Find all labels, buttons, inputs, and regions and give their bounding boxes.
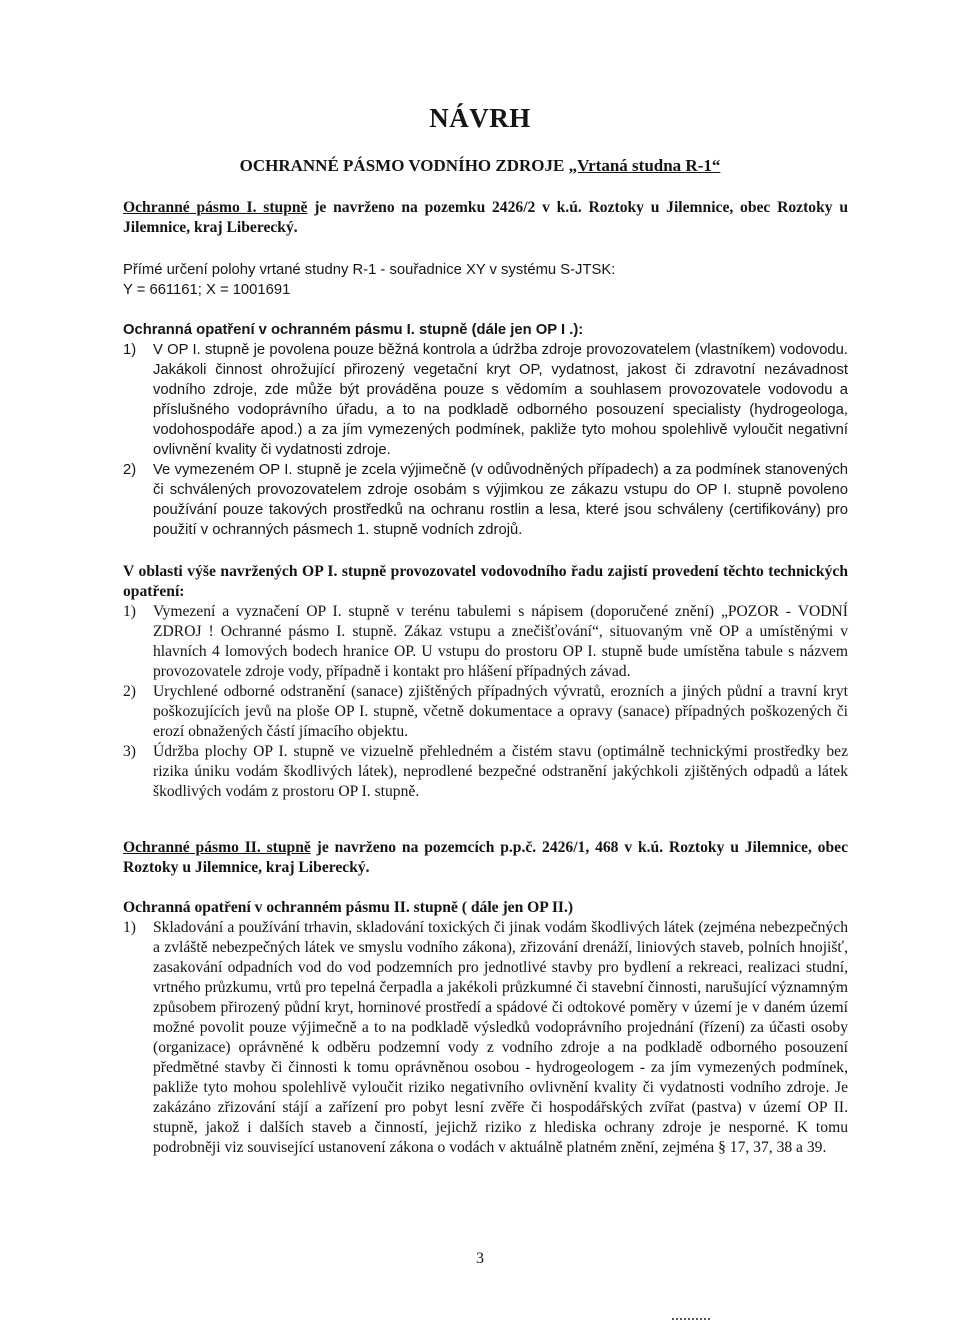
list-item <box>123 918 848 1158</box>
scan-artifact <box>672 1318 712 1320</box>
op1-measures-section <box>123 320 848 540</box>
list-item-number: 1) <box>123 919 136 936</box>
op1-measures-heading: Ochranná opatření v ochranném pásmu I. stupně (dále jen OP I .): <box>123 322 584 338</box>
op2-intro-paragraph <box>123 838 848 878</box>
page-number: 3 <box>476 1250 484 1267</box>
list-item-text: Ve vymezeném OP I. stupně je zcela výjimečně (v odůvodněných případech) a za podmínek stanovených či schválených provozovatelem zdroje osobám s výjimkou ze zákazu vstupu do OP I. stupně povoleno používání pouze takových prostředků na ochranu rostlin a lesa, které jsou schváleny (certifikovány) pro použití v ochranných pásmech 1. stupně vodních zdrojů. <box>153 462 848 538</box>
list-item-text: V OP I. stupně je povolena pouze běžná kontrola a údržba zdroje provozovatelem (vlastníkem) vodovodu. Jakákoli činnost ohrožující přirozený vegetační kryt OP, vydatnost, jakost či zdravotní nezávadnost vodního zdroje, zde může být prováděna pouze s vědomím a souhlasem provozovatele vodovodu a příslušného vodoprávního úřadu, a to na podkladě odborného posouzení specialisty (hydrogeologa, vodohospodáře apod.) a za jím vymezených podmínek, pakliže tyto mohou spolehlivě vyloučit negativní ovlivnění kvality či vydatnosti zdroje. <box>153 342 848 458</box>
op1-intro-text: je navrženo na pozemku 2426/2 v k.ú. Roztoky u Jilemnice, obec Roztoky u Jilemnice, kraj Liberecký. <box>123 199 848 236</box>
op2-measures-section <box>123 898 848 1158</box>
list-item-number: 1) <box>123 603 136 620</box>
coordinates-block <box>123 260 848 300</box>
op2-measures-heading: Ochranná opatření v ochranném pásmu II. stupně ( dále jen OP II.) <box>123 899 574 916</box>
op1-label: Ochranné pásmo I. stupně <box>123 199 308 216</box>
document-subtitle <box>0 156 960 176</box>
op2-label: Ochranné pásmo II. stupně <box>123 839 311 856</box>
list-item <box>123 742 848 802</box>
coordinates-line-1: Přímé určení polohy vrtané studny R-1 - souřadnice XY v systému S-JTSK: <box>123 262 616 278</box>
technical-measures-list <box>123 602 848 802</box>
list-item-text: Údržba plochy OP I. stupně ve vizuelně přehledném a čistém stavu (optimálně technickými prostředky bez rizika úniku vodám škodlivých látek), neprodlené bezpečné odstranění jakýchkoli zjištěných odpadů a látek škodlivých vodám z prostoru OP I. stupně. <box>153 743 848 800</box>
technical-measures-heading: V oblasti výše navržených OP I. stupně provozovatel vodovodního řadu zajistí provedení těchto technických opatření: <box>123 563 848 600</box>
list-item <box>123 602 848 682</box>
list-item <box>123 460 848 540</box>
list-item-text: Urychlené odborné odstranění (sanace) zjištěných případných vývratů, erozních a jiných půdní a travní kryt poškozujících jevů na ploše OP I. stupně, včetně dokumentace a opravy (sanace) případných poškozených či erozí obnažených částí jímacího objektu. <box>153 683 848 740</box>
list-item-number: 1) <box>123 342 137 358</box>
subtitle-source-name: „Vrtaná studna R-1“ <box>568 156 721 175</box>
document-title: NÁVRH <box>429 103 531 133</box>
list-item-text: Vymezení a vyznačení OP I. stupně v terénu tabulemi s nápisem (doporučené znění) „POZOR - VODNÍ ZDROJ ! Ochranné pásmo I. stupně. Zákaz vstupu a znečišťování“, situovaným vně OP a umístěnými v hlavních 4 lomových bodech hranice OP. U vstupu do prostoru OP I. stupně bude umístěna tabule s názvem provozovatele zdroje vody, případně i kontakt pro hlášení případných závad. <box>153 603 848 680</box>
list-item-number: 2) <box>123 683 136 700</box>
op2-measures-list <box>123 918 848 1158</box>
list-item-number: 2) <box>123 462 137 478</box>
list-item-text: Skladování a používání trhavin, skladování toxických či jinak vodám škodlivých látek (zejména nebezpečných a zvláště nebezpečných látek ve smyslu vodního zákona), zřizování drenáží, liniových staveb, polních hnojišť, zasakování odpadních vod do vod podzemních pro jednotlivé stavby pro bydlení a rekreaci, realizaci studní, vrtného průzkumu, vrtů pro tepelná čerpadla a jakékoli průzkumné či stavební činnosti, narušující významným způsobem přirozený půdní kryt, horninové prostředí a spádové či odtokové poměry v území je v daném území možné povolit pouze výjimečně a to na podkladě výsledků vodoprávního projednání (řízení) za účasti osoby (organizace) oprávněné k odběru podzemní vody z vodního zdroje a na podkladě odborného posouzení předmětné stavby či činnosti k tomu oprávněnou osobou - hydrogeologem - za jím vymezených podmínek, pakliže tyto mohou spolehlivě vyloučit riziko negativního ovlivnění kvality či vydatnosti vodního zdroje. Je zakázáno zřizování stájí a zařízení pro pobyt lesní zvěře či hospodářských zvířat (pastva) v území OP II. stupně, jakož i dalších staveb a činností, jejichž riziko z hlediska ochrany zdroje je nesporné. K tomu podrobněji viz související ustanovení zákona o vodách v aktuálně platném znění, zejména § 17, 37, 38 a 39. <box>153 919 848 1156</box>
list-item-number: 3) <box>123 743 136 760</box>
op1-intro-paragraph <box>123 198 848 238</box>
subtitle-prefix: OCHRANNÉ PÁSMO VODNÍHO ZDROJE <box>239 156 569 175</box>
coordinates-line-2: Y = 661161; X = 1001691 <box>123 282 291 298</box>
list-item <box>123 340 848 460</box>
op1-measures-list <box>123 340 848 540</box>
list-item <box>123 682 848 742</box>
op2-intro-text: je navrženo na pozemcích p.p.č. 2426/1, 468 v k.ú. Roztoky u Jilemnice, obec Roztoky u Jilemnice, kraj Liberecký. <box>123 839 848 876</box>
technical-measures-section <box>123 562 848 802</box>
